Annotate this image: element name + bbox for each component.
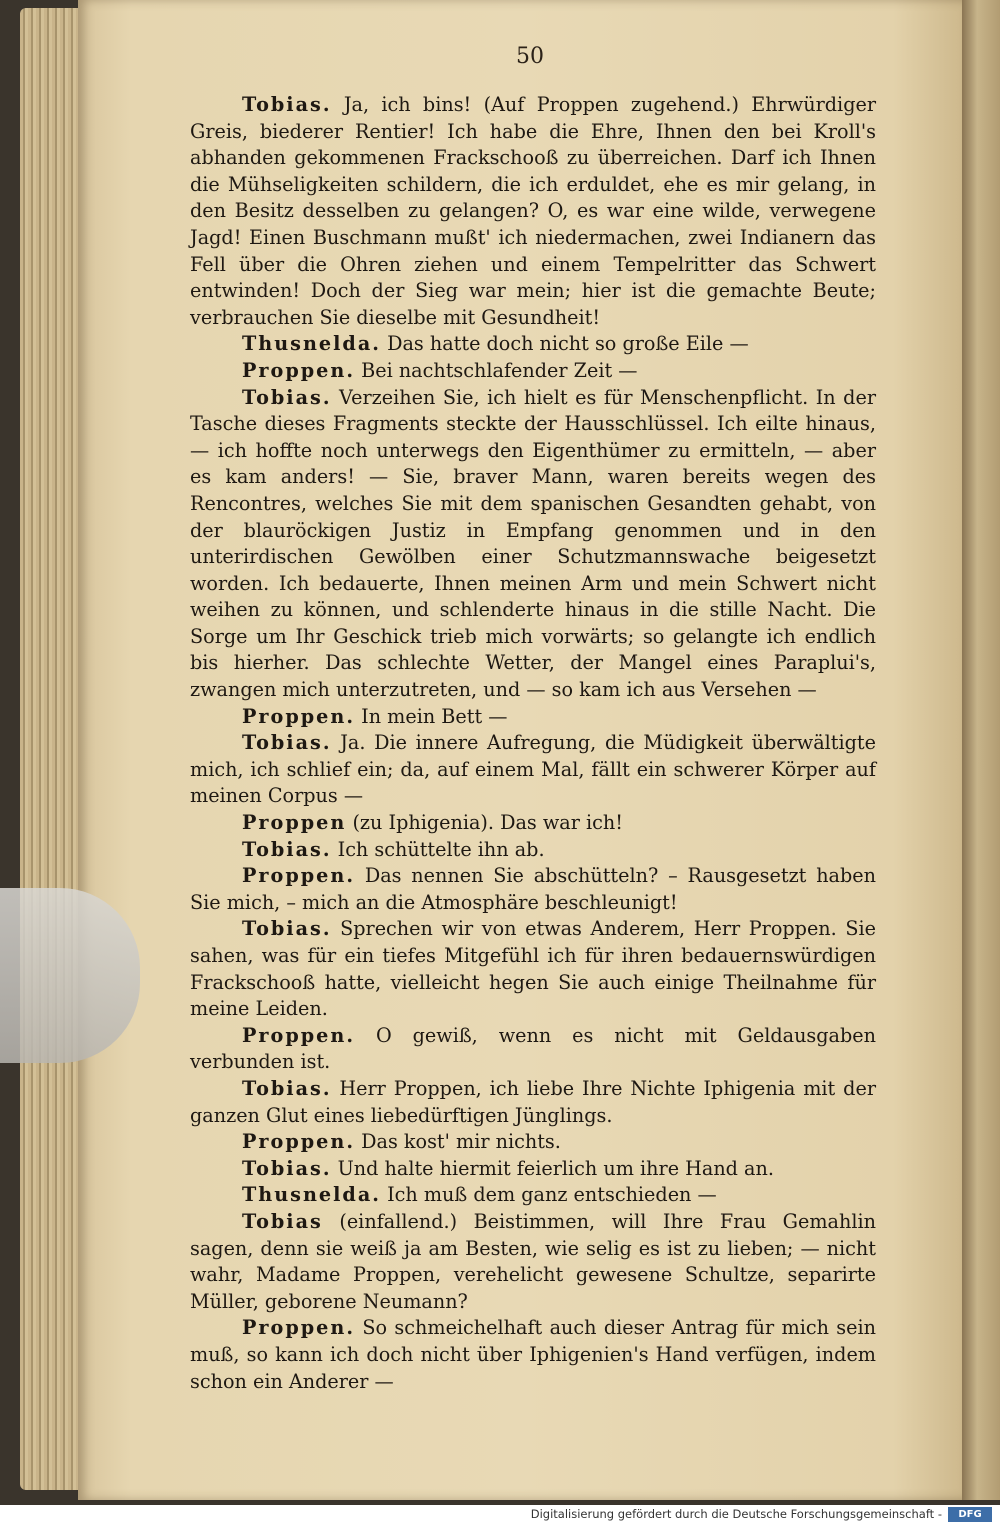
speaker-name: Tobias.	[242, 731, 332, 755]
speaker-name: Tobias.	[242, 385, 332, 409]
speech-text: Ja. Die innere Aufregung, die Müdigkeit überwältigte mich, ich schlief ein; da, auf einem Mal, fällt ein schwerer Körper auf meinen Corpus —	[190, 731, 876, 808]
dialogue-paragraph	[190, 331, 876, 358]
dialogue-paragraph	[190, 1156, 876, 1183]
speaker-name: Thusnelda.	[242, 1183, 381, 1207]
speaker-name: Tobias.	[242, 1156, 332, 1180]
dialogue-paragraph	[190, 92, 876, 331]
speaker-name: Proppen.	[242, 1130, 356, 1154]
dialogue-paragraph	[190, 837, 876, 864]
dialogue-paragraph	[190, 1182, 876, 1209]
speaker-name: Proppen	[242, 811, 347, 835]
speech-text: Ich muß dem ganz entschieden —	[387, 1183, 717, 1207]
speaker-name: Tobias.	[242, 1076, 332, 1100]
speech-text: Das nennen Sie abschütteln? – Rausgesetzt haben Sie mich, – mich an die Atmosphäre beschleunigt!	[190, 864, 876, 914]
speech-text: In mein Bett —	[361, 704, 508, 728]
speaker-name: Proppen.	[242, 358, 356, 382]
speech-text: Und halte hiermit feierlich um ihre Hand an.	[337, 1156, 774, 1180]
speech-text: Das hatte doch nicht so große Eile —	[387, 332, 749, 356]
footer-credit: Digitalisierung gefördert durch die Deutsche Forschungsgemeinschaft -	[530, 1507, 942, 1521]
speech-text: Das kost' mir nichts.	[361, 1130, 561, 1154]
dfg-logo: DFG	[948, 1507, 992, 1522]
speech-text: Sprechen wir von etwas Anderem, Herr Proppen. Sie sahen, was für ein tiefes Mitgefühl ich für ihren bedauernswürdigen Frackschooß hatte, vielleicht hegen Sie auch einige Theilnahme für meine Leiden.	[190, 917, 876, 1021]
footer-bar	[0, 1505, 1000, 1525]
speech-text: Ich schüttelte ihn ab.	[337, 837, 545, 861]
speech-text: Verzeihen Sie, ich hielt es für Menschenpflicht. In der Tasche dieses Fragments steckte der Hausschlüssel. Ich eilte hinaus, — ich hoffte noch unterwegs den Eigenthümer zu ermitteln, — aber es kam anders! — Sie, braver Mann, waren bereits wegen des Rencontres, welches Sie mit dem spanischen Gesandten gehabt, von der blauröckigen Justiz in Empfang genommen und in den unterirdischen Gewölben einer Schutzmannswache beigesetzt worden. Ich bedauerte, Ihnen meinen Arm und mein Schwert nicht weihen zu können, und schlenderte hinaus in die stille Nacht. Die Sorge um Ihr Geschick trieb mich vorwärts; so gelangte ich endlich bis hierher. Das schlechte Wetter, der Mangel eines Paraplui's, zwangen mich unterzutreten, und — so kam ich aus Versehen —	[190, 385, 876, 702]
dialogue-paragraph	[190, 1023, 876, 1076]
speech-text: (zu Iphigenia). Das war ich!	[352, 811, 623, 835]
speaker-name: Tobias	[242, 1209, 323, 1233]
speaker-name: Proppen.	[242, 864, 356, 888]
dialogue-paragraph	[190, 863, 876, 916]
dialogue-paragraph	[190, 704, 876, 731]
speaker-name: Proppen.	[242, 1316, 356, 1340]
page-text	[190, 92, 876, 1395]
speaker-name: Proppen.	[242, 1023, 356, 1047]
dialogue-paragraph	[190, 1129, 876, 1156]
speaker-name: Tobias.	[242, 837, 332, 861]
speaker-name: Tobias.	[242, 917, 332, 941]
dialogue-paragraph	[190, 1076, 876, 1129]
dialogue-paragraph	[190, 358, 876, 385]
dialogue-paragraph	[190, 730, 876, 810]
facing-page-edge	[962, 0, 1000, 1500]
speech-text: (einfallend.) Beistimmen, will Ihre Frau Gemahlin sagen, denn sie weiß ja am Besten, wie selig es ist zu lieben; — nicht wahr, Madame Proppen, verehelicht gewesene Schultze, separirte Müller, geborene Neumann?	[190, 1209, 876, 1313]
speaker-name: Tobias.	[242, 93, 332, 116]
speech-text: Bei nachtschlafender Zeit —	[361, 358, 638, 382]
speech-text: So schmeichelhaft auch dieser Antrag für mich sein muß, so kann ich doch nicht über Iphigenien's Hand verfügen, indem schon ein Anderer —	[190, 1316, 876, 1393]
dialogue-paragraph	[190, 916, 876, 1022]
speaker-name: Thusnelda.	[242, 332, 381, 356]
dialogue-paragraph	[190, 385, 876, 704]
speaker-name: Proppen.	[242, 704, 356, 728]
page-clip	[0, 888, 140, 1063]
speech-text: Herr Proppen, ich liebe Ihre Nichte Iphigenia mit der ganzen Glut eines liebedürftigen Jünglings.	[190, 1076, 876, 1127]
speech-text: Ja, ich bins! (Auf Proppen zugehend.) Ehrwürdiger Greis, biederer Rentier! Ich habe die Ehre, Ihnen den bei Kroll's abhanden gekommenen Frackschooß zu überreichen. Darf ich Ihnen die Mühseligkeiten schildern, die ich erduldet, ehe es mir gelang, in den Besitz desselben zu gelangen? O, es war eine wilde, verwegene Jagd! Einen Buschmann mußt' ich niedermachen, zwei Indianern das Fell über die Ohren ziehen und einem Tempelritter das Schwert entwinden! Doch der Sieg war mein; hier ist die gemachte Beute; verbrauchen Sie dieselbe mit Gesundheit!	[190, 93, 877, 329]
dialogue-paragraph	[190, 1315, 876, 1395]
dialogue-paragraph	[190, 810, 876, 837]
dialogue-paragraph	[190, 1209, 876, 1315]
speech-text: O gewiß, wenn es nicht mit Geldausgaben verbunden ist.	[190, 1023, 876, 1074]
page-number: 50	[516, 44, 544, 69]
